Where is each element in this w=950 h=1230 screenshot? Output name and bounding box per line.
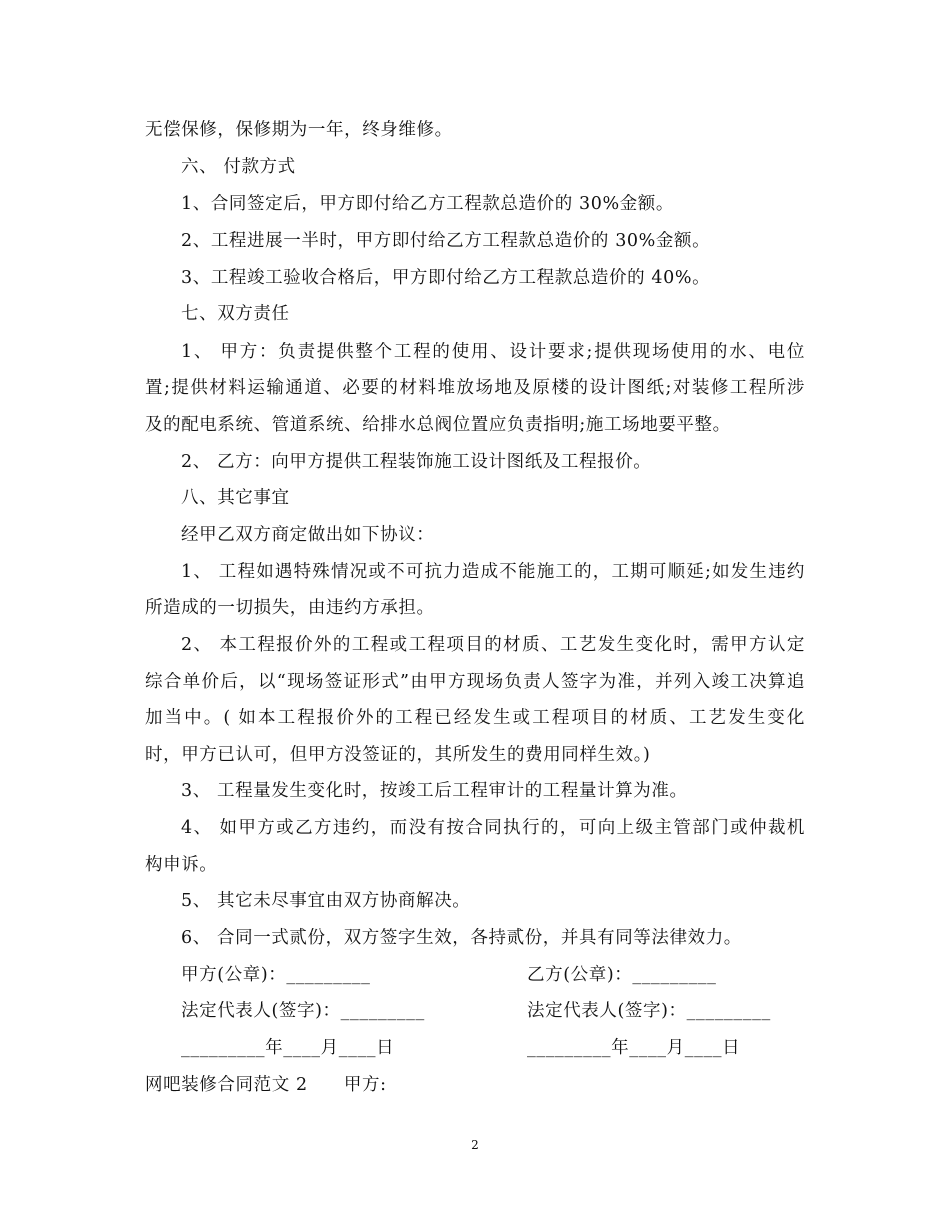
- clause-8-2-line3: 加当中。( 如本工程报价外的工程已经发生或工程项目的材质、工艺发生变化: [145, 708, 805, 728]
- clause-8-1-line1: 1、 工程如遇特殊情况或不可抗力造成不能施工的，工期可顺延;如发生违约: [181, 562, 805, 582]
- clause-6-3: 3、工程竣工验收合格后，甲方即付给乙方工程款总造价的 40%。: [181, 268, 711, 288]
- clause-7-1-line2: 置;提供材料运输通道、必要的材料堆放场地及原楼的设计图纸;对装修工程所涉: [145, 378, 805, 398]
- agreement-intro: 经甲乙双方商定做出如下协议：: [181, 525, 435, 545]
- clause-7-1-line3: 及的配电系统、管道系统、给排水总阀位置应负责指明;施工场地要平整。: [145, 415, 731, 435]
- section-heading-payment: 六、 付款方式: [181, 157, 296, 177]
- page-number: 2: [471, 1138, 479, 1152]
- clause-8-5: 5、 其它未尽事宜由双方协商解决。: [181, 891, 471, 911]
- party-b-representative-field: 法定代表人(签字)：_________: [527, 1001, 771, 1021]
- clause-8-3: 3、 工程量发生变化时，按竣工后工程审计的工程量计算为准。: [181, 781, 688, 801]
- paragraph-line: 无偿保修，保修期为一年，终身维修。: [145, 120, 453, 140]
- clause-8-2-line1: 2、 本工程报价外的工程或工程项目的材质、工艺发生变化时，需甲方认定: [181, 635, 805, 655]
- party-a-representative-field: 法定代表人(签字)：_________: [181, 1001, 425, 1021]
- clause-8-2-line4: 时，甲方已认可，但甲方没签证的，其所发生的费用同样生效。): [145, 745, 651, 765]
- clause-8-4-line2: 构申诉。: [145, 855, 218, 875]
- party-a-date-field: _________年____月____日: [181, 1038, 395, 1058]
- party-b-date-field: _________年____月____日: [527, 1038, 741, 1058]
- clause-8-4-line1: 4、 如甲方或乙方违约，而没有按合同执行的，可向上级主管部门或仲裁机: [181, 818, 805, 838]
- next-section-title: 网吧装修合同范文 2 甲方:: [145, 1075, 387, 1095]
- section-heading-responsibilities: 七、双方责任: [181, 304, 290, 324]
- clause-7-2: 2、 乙方：向甲方提供工程装饰施工设计图纸及工程报价。: [181, 452, 652, 472]
- clause-6-1: 1、合同签定后，甲方即付给乙方工程款总造价的 30%金额。: [181, 194, 674, 214]
- clause-8-2-line2: 综合单价后，以“现场签证形式”由甲方现场负责人签字为准，并列入竣工决算追: [145, 672, 805, 692]
- clause-8-1-line2: 所造成的一切损失，由违约方承担。: [145, 598, 435, 618]
- party-a-seal-field: 甲方(公章)：_________: [181, 965, 371, 985]
- clause-7-1-line1: 1、 甲方：负责提供整个工程的使用、设计要求;提供现场使用的水、电位: [181, 342, 805, 362]
- clause-6-2: 2、工程进展一半时，甲方即付给乙方工程款总造价的 30%金额。: [181, 231, 711, 251]
- party-b-seal-field: 乙方(公章)：_________: [527, 965, 717, 985]
- section-heading-other: 八、其它事宜: [181, 488, 290, 508]
- clause-8-6: 6、 合同一式贰份，双方签字生效，各持贰份，并具有同等法律效力。: [181, 928, 742, 948]
